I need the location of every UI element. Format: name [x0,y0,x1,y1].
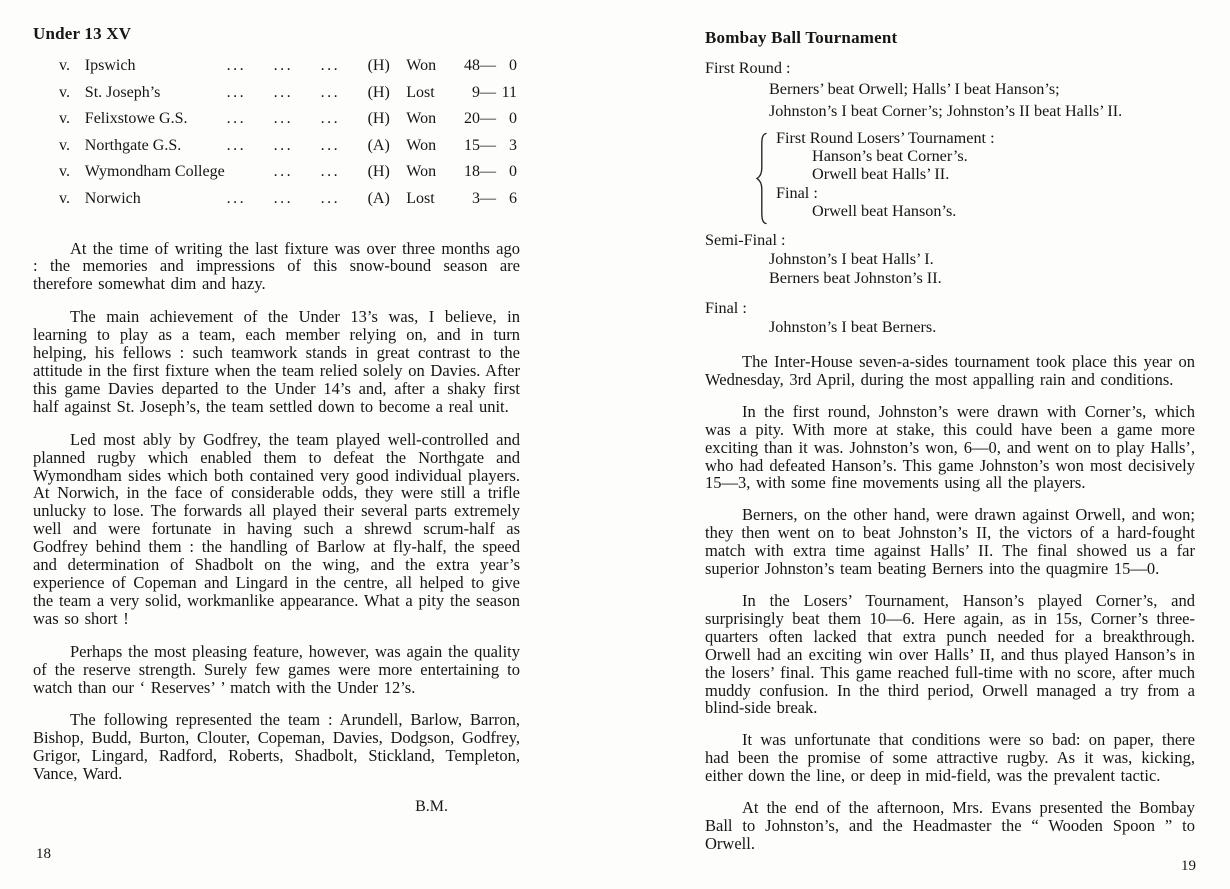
fixture-venue: (A) [367,136,390,154]
score-for: 18 [464,163,481,181]
fixture-prefix: v. [59,136,70,154]
round-label: Final : [705,299,747,318]
leader-dots: ... [273,189,294,207]
leader-dots: ... [273,83,294,101]
score-against: 0 [509,110,518,128]
fixture-opponent: Ipswich [84,57,136,74]
paragraph: In the first round, Johnston’s were drawn with Corner’s, which was a pity. With more at stake, this could have been a game more exciting than it was. Johnston’s won, 6—0, and went on to play Halls’, who had defeated Hanson’s. This game Johnston’s won most decisively 15—3, with some fine movements using all the players. [705,401,1195,493]
fixture-table [59,57,517,217]
score-against: 3 [509,136,518,154]
fixture-score [456,110,517,128]
fixture-row [59,190,517,217]
fixture-score [456,163,517,181]
score-for: 9 [472,83,481,101]
fixture-prefix: v. [59,110,70,128]
section-final [705,299,1195,337]
score-against: 0 [509,57,518,74]
leader-dots: ... [273,110,294,128]
fixture-venue: (A) [367,189,390,207]
score-for: 20 [464,110,481,128]
paragraph: Led most ably by Godfrey, the team played well-controlled and planned rugby which enabled them to defeat the Northgate and Wymondham sides which both contained very good individual players. At Norwich, in the face of considerable odds, they were still a trifle unlucky to lose. The forwards all played their several parts extremely well and were fortunate in having such a shrewd scrum-half as Godfrey behind them : the handling of Barlow at fly-half, the speed and determination of Shadbolt on the wing, and the extra year’s experience of Copeman and Lingard in the centre, all helped to give the team a very solid, workmanlike appearance. What a pity the season was so short ! [33,429,520,628]
paragraph: At the time of writing the last fixture was over three months ago : the memories and impressions of this snow-bound season are therefore somewhat dim and hazy. [33,238,520,294]
leader-dots: ... [320,163,341,181]
fixture-row [59,84,517,111]
leader-dots: ... [226,83,247,101]
page-number-right: 19 [1181,858,1196,874]
leader-dots: ... [320,57,341,74]
score-dash: — [480,57,497,74]
fixture-opponent: Wymondham College [84,163,225,181]
fixture-opponent: Felixstowe G.S. [84,110,188,128]
losers-final-entry: Orwell beat Hanson’s. [812,201,957,220]
leader-dots: ... [226,110,247,128]
losers-tournament-block [752,129,1195,220]
section-semi-final [705,231,1195,288]
losers-label: First Round Losers’ Tournament : [776,129,995,147]
right-page [705,28,1195,867]
round-entry: Johnston’s I beat Berners. [769,318,937,337]
round-entry: Johnston’s I beat Halls’ I. [769,250,934,269]
score-for: 48 [464,57,481,74]
fixture-opponent: St. Joseph’s [84,83,161,101]
score-for: 3 [472,189,481,207]
score-dash: — [480,136,497,154]
fixture-venue: (H) [367,57,390,74]
paragraph: Berners, on the other hand, were drawn against Orwell, and won; they then went on to beat Johnston’s II, the victors of a hard-fought match with extra time against Halls’ II. The final showed us a far superior Johnston’s team beating Berners into the quagmire 15—0. [705,505,1195,579]
fixture-row [59,163,517,190]
round-entries [769,78,1195,122]
fixture-venue: (H) [367,110,390,128]
right-page-body [705,353,1195,853]
fixture-result: Won [406,57,437,74]
fixture-result: Won [406,110,437,128]
round-entry: Berners’ beat Orwell; Halls’ I beat Hanson’s; [769,80,1060,98]
leader-dots: ... [226,57,247,74]
fixture-row [59,57,517,84]
paragraph: At the end of the afternoon, Mrs. Evans presented the Bombay Ball to Johnston’s, and the Headmaster the “ Wooden Spoon ” to Orwell. [705,798,1195,853]
right-page-title: Bombay Ball Tournament [705,28,898,47]
round-label: Semi-Final : [705,231,786,250]
round-entries [769,318,1195,337]
fixture-venue: (H) [367,83,390,101]
fixture-venue: (H) [367,163,390,181]
fixture-prefix: v. [59,57,70,74]
paragraph: The main achievement of the Under 13’s was, I believe, in learning to play as a team, each member relying on, and in turn helping, his fellows : such teamwork stands in great contrast to the attitude in the first fixture when the team relied solely on Davies. After this game Davies departed to the Under 14’s and, after a shaky first half against St. Joseph’s, the team settled down to become a real unit. [33,307,520,416]
paragraph: The Inter-House seven-a-sides tournament took place this year on Wednesday, 3rd April, during the most appalling rain and conditions. [705,352,1195,389]
round-entry: Berners beat Johnston’s II. [769,269,942,288]
fixture-opponent: Northgate G.S. [84,136,182,154]
leader-dots: ... [226,189,247,207]
score-dash: — [480,83,497,101]
losers-entry: Hanson’s beat Corner’s. [812,147,968,166]
leader-dots: ... [273,136,294,154]
leader-dots: ... [320,136,341,154]
leader-dots: ... [273,57,294,74]
score-against: 11 [501,83,518,101]
round-label: First Round : [705,59,791,77]
left-page-title: Under 13 XV [33,24,132,43]
fixture-score [456,190,517,208]
curly-brace-icon [754,132,768,230]
score-against: 0 [509,163,518,181]
fixture-prefix: v. [59,83,70,101]
losers-final-label: Final : [776,183,818,202]
fixture-prefix: v. [59,189,70,207]
leader-dots: ... [320,83,341,101]
fixture-result: Lost [406,189,435,207]
leader-dots: ... [273,163,294,181]
paragraph: The following represented the team : Arundell, Barlow, Barron, Bishop, Budd, Burton, Clouter, Copeman, Davies, Dodgson, Godfrey, Grigor, Lingard, Radford, Roberts, Shadbolt, Stickland, Templeton, Vance, Ward. [33,710,520,784]
leader-dots: ... [320,110,341,128]
score-dash: — [480,189,497,207]
fixture-score [456,84,517,102]
section-first-round [705,59,1195,122]
fixture-score [456,137,517,155]
paragraph: Perhaps the most pleasing feature, however, was again the quality of the reserve strength. Surely few games were more entertaining to watch than our ‘ Reserves’ ’ match with the Under 12’s. [33,641,520,697]
losers-entry: Orwell beat Halls’ II. [812,165,950,184]
fixture-result: Lost [406,83,435,101]
score-dash: — [480,163,497,181]
left-page [33,24,520,816]
fixture-opponent: Norwich [84,189,141,207]
round-entry: Johnston’s I beat Corner’s; Johnston’s II beat Halls’ II. [769,102,1123,120]
fixture-prefix: v. [59,163,70,181]
round-entries [769,250,1195,288]
page-number-left: 18 [36,846,51,862]
fixture-result: Won [406,136,437,154]
fixture-row [59,137,517,164]
paragraph: In the Losers’ Tournament, Hanson’s played Corner’s, and surprisingly beat them 10—6. Here again, as in 15s, Corner’s three-quarters often lacked that extra punch needed for a breakthrough. Orwell had an exciting win over Halls’ II, and thus played Hanson’s in the losers’ final. This game reached full-time with no score, after much muddy confusion. In the third period, Orwell managed a try from a blind-side break. [705,590,1195,718]
fixture-result: Won [406,163,437,181]
fixture-score [456,57,517,75]
score-against: 6 [509,189,518,207]
score-dash: — [480,110,497,128]
leader-dots: ... [226,136,247,154]
score-for: 15 [464,136,481,154]
left-page-body [33,240,520,816]
fixture-row [59,110,517,137]
author-initials: B.M. [415,798,448,816]
paragraph: It was unfortunate that conditions were so bad: on paper, there had been the promise of some attractive rugby. As it was, kicking, either down the line, or deep in mid-field, was the prevalent tactic. [705,730,1195,786]
leader-dots: ... [320,189,341,207]
